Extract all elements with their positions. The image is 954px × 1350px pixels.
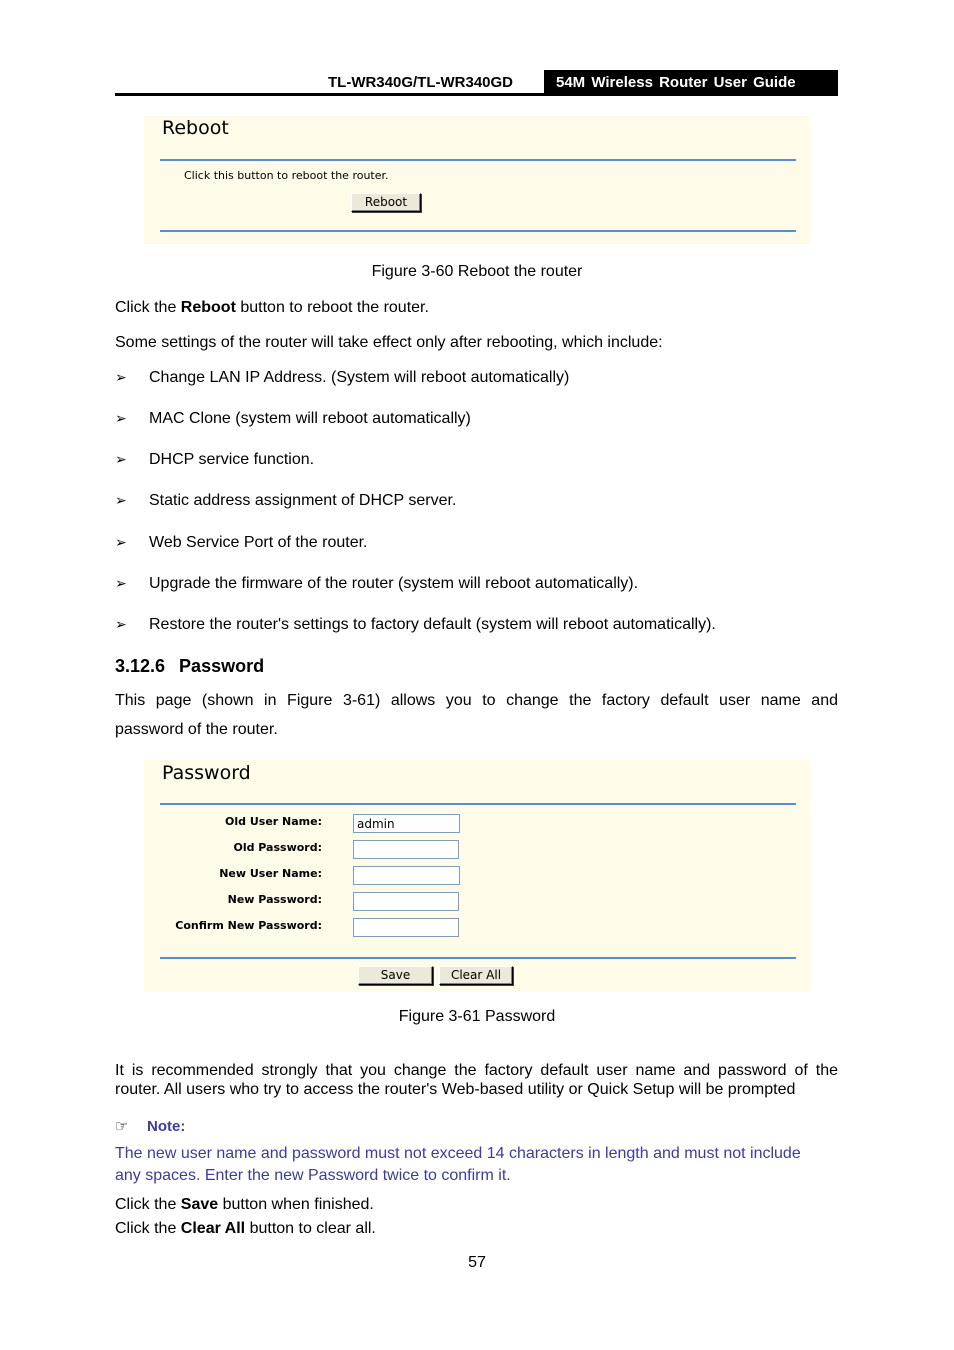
list-item: Change LAN IP Address. (System will reboot automatically) — [149, 369, 570, 386]
save-suffix: button when finished. — [218, 1196, 374, 1213]
save-prefix: Click the — [115, 1196, 181, 1213]
confirm-password-label: Confirm New Password: — [175, 919, 322, 932]
save-button[interactable]: Save — [358, 966, 433, 985]
bullet-marker: ➢ — [115, 534, 127, 550]
bullet-marker: ➢ — [115, 575, 127, 591]
reboot-top-rule — [160, 159, 796, 161]
list-item: Static address assignment of DHCP server. — [149, 492, 457, 509]
new-password-label: New Password: — [227, 893, 322, 906]
note-line2: any spaces. Enter the new Password twice to confirm it. — [115, 1167, 511, 1184]
clear-all-button[interactable]: Clear All — [439, 966, 513, 985]
list-item: MAC Clone (system will reboot automatically) — [149, 410, 471, 427]
save-instruction — [115, 1195, 374, 1215]
list-item: Web Service Port of the router. — [149, 534, 368, 551]
reboot-bottom-rule — [160, 230, 796, 232]
section-para-line1: This page (shown in Figure 3-61) allows you to change the factory default user name and — [115, 692, 838, 709]
page-number: 57 — [468, 1254, 486, 1271]
clear-suffix: button to clear all. — [245, 1220, 376, 1237]
section-heading — [115, 656, 264, 677]
old-password-label: Old Password: — [233, 841, 322, 854]
pointing-hand-icon: ☞ — [115, 1117, 129, 1135]
bullet-marker: ➢ — [115, 410, 127, 426]
old-username-input[interactable] — [353, 814, 460, 833]
new-password-input[interactable] — [353, 892, 459, 911]
save-bold: Save — [180, 1196, 219, 1213]
bullet-marker: ➢ — [115, 451, 127, 467]
reboot-instruction-para — [115, 298, 429, 318]
clear-bold: Clear All — [180, 1220, 246, 1237]
figure-61-caption: Figure 3-61 Password — [398, 1008, 556, 1025]
list-item: Upgrade the firmware of the router (system will reboot automatically). — [149, 575, 639, 592]
old-username-label: Old User Name: — [225, 815, 322, 828]
list-item: Restore the router's settings to factory default (system will reboot automatically). — [149, 616, 716, 633]
clear-prefix: Click the — [115, 1220, 181, 1237]
click-prefix: Click the — [115, 299, 181, 316]
figure-60-caption: Figure 3-60 Reboot the router — [371, 263, 583, 280]
password-bottom-rule — [160, 957, 796, 959]
settings-intro-para: Some settings of the router will take effect only after rebooting, which include: — [115, 334, 663, 351]
new-username-input[interactable] — [353, 866, 460, 885]
note-heading — [115, 1117, 185, 1135]
bullet-marker: ➢ — [115, 369, 127, 385]
note-label: Note: — [147, 1118, 186, 1135]
list-item: DHCP service function. — [149, 451, 315, 468]
header-rule — [115, 93, 838, 96]
old-password-input[interactable] — [353, 840, 459, 859]
bullet-marker: ➢ — [115, 616, 127, 632]
section-number: 3.12.6 — [115, 656, 166, 676]
confirm-password-input[interactable] — [353, 918, 459, 937]
reboot-panel-title: Reboot — [162, 117, 229, 139]
section-title: Password — [179, 656, 265, 676]
click-suffix: button to reboot the router. — [235, 299, 429, 316]
note-line1: The new user name and password must not exceed 14 characters in length and must not include — [115, 1145, 801, 1162]
guide-title-banner: 54M Wireless Router User Guide — [544, 70, 838, 94]
recommend-line1: It is recommended strongly that you change the factory default user name and password of the — [115, 1062, 838, 1079]
bullet-marker: ➢ — [115, 492, 127, 508]
password-panel-title: Password — [162, 762, 251, 784]
new-username-label: New User Name: — [219, 867, 322, 880]
section-para-line2: password of the router. — [115, 721, 278, 738]
clear-instruction — [115, 1219, 376, 1239]
recommend-line2: router. All users who try to access the router's Web-based utility or Quick Setup will be prompted — [115, 1081, 796, 1098]
reboot-instruction: Click this button to reboot the router. — [184, 169, 389, 182]
password-top-rule — [160, 803, 796, 805]
reboot-button[interactable]: Reboot — [351, 193, 421, 212]
reboot-bold: Reboot — [180, 299, 236, 316]
doc-model-header: TL-WR340G/TL-WR340GD — [328, 74, 514, 91]
